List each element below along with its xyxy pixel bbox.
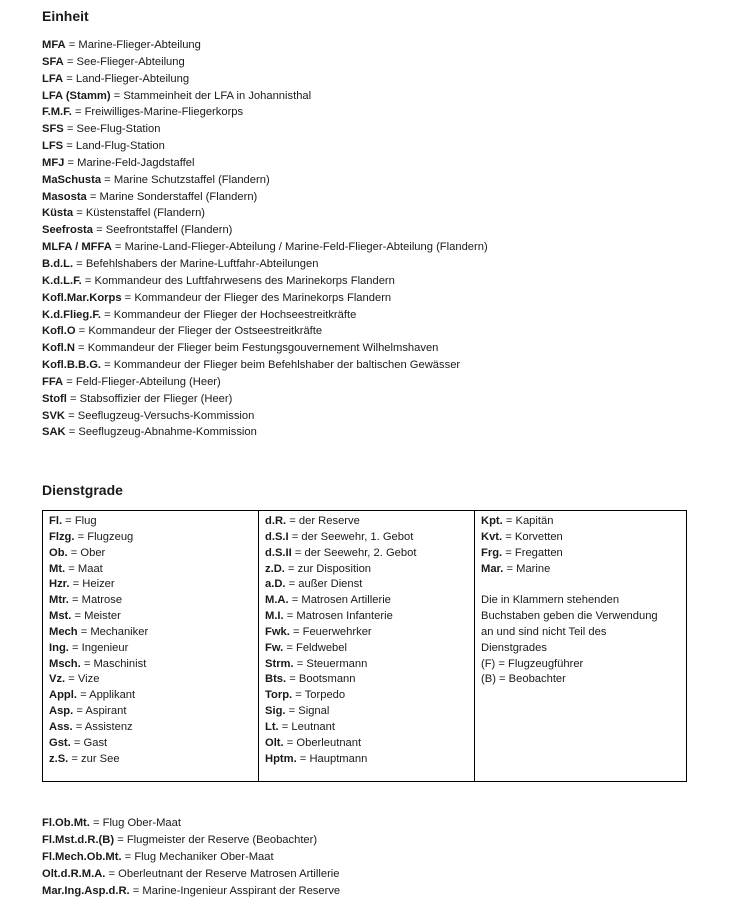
abbreviation-meaning: Marine Sonderstaffel (Flandern) [99,190,258,203]
abbreviation-meaning: Kommandeur der Flieger beim Festungsgouvernement Wilhelmshaven [87,342,439,355]
abbreviation: M.A. [265,594,289,607]
abbreviation-meaning: Feldwebel [295,641,347,654]
equals-separator: = [283,641,296,654]
equals-separator: = [285,578,299,591]
abbreviation-entry [49,546,252,562]
abbreviation-meaning: Marine-Feld-Jagdstaffel [77,156,195,169]
abbreviation: Msch. [49,657,81,670]
abbreviation-meaning: Leutnant [291,720,335,733]
abbreviation: M.I. [265,610,284,623]
abbreviation-entry [42,121,488,138]
abbreviation: MFJ [42,156,65,169]
abbreviation-entry [49,672,252,688]
table-cell-column-3 [475,511,687,782]
abbreviation-meaning: Torpedo [304,689,346,702]
equals-separator: = [63,55,77,68]
abbreviation-entry [49,593,252,609]
rank-list-column-2 [265,514,468,768]
abbreviation: Fl.Mst.d.R.(B) [42,834,115,847]
abbreviation: SFS [42,123,64,136]
abbreviation-entry [265,530,468,546]
equals-separator: = [73,705,86,718]
abbreviation-entry [49,641,252,657]
abbreviation-meaning: Oberleutnant [296,736,362,749]
abbreviation: Masosta [42,190,87,203]
abbreviation-entry [42,424,488,441]
section-heading-dienstgrade: Dienstgrade [42,482,123,498]
table-cell-column-1 [43,511,259,782]
abbreviation-entry [42,172,488,189]
abbreviation-meaning: Gast [83,736,108,749]
equals-separator: = [101,173,114,186]
equals-separator: = [111,241,125,254]
abbreviation-meaning: Marine [516,562,551,575]
abbreviation: LFS [42,140,64,153]
abbreviation-meaning: Kommandeur der Flieger der Ostseestreitkräfte [88,325,323,338]
equals-separator: = [63,72,76,85]
equals-separator: = [63,123,77,136]
equals-separator: = [71,610,85,623]
abbreviation: z.D. [265,562,285,575]
abbreviation-meaning: Heizer [82,578,115,591]
abbreviation: Kofl.B.B.G. [42,359,102,372]
table-cell-column-2 [259,511,475,782]
abbreviation-entry [49,752,252,768]
abbreviation-entry [265,720,468,736]
abbreviation-entry [49,625,252,641]
equals-separator: = [283,736,297,749]
equals-separator: = [110,89,124,102]
equals-separator: = [65,39,79,51]
abbreviation-meaning: Flug [74,515,97,527]
abbreviation-entry [42,290,488,307]
equals-separator: = [289,625,303,638]
rank-list-column-1 [49,514,252,768]
abbreviation-entry [265,736,468,752]
abbreviation: Mtr. [49,594,69,607]
abbreviation-entry [49,562,252,578]
abbreviation-entry [49,688,252,704]
abbreviation-meaning: Maat [77,562,103,575]
abbreviation: Strm. [265,657,294,670]
abbreviation-entry [42,88,488,105]
abbreviation-meaning: Flug Ober-Maat [102,817,181,829]
equals-separator: = [63,375,76,388]
abbreviation-entry [42,138,488,155]
abbreviation-entry [265,752,468,768]
abbreviation-entry [42,883,340,900]
abbreviation-entry [42,205,488,222]
abbreviation-entry [42,273,488,290]
abbreviation: Mst. [49,610,72,623]
abbreviation: Ass. [49,720,73,733]
abbreviation-entry [42,256,488,273]
abbreviation-meaning: zur Disposition [297,562,372,575]
note-line: (B) = Beobachter [481,673,566,686]
equals-separator: = [67,546,81,559]
abbreviation-entry [42,37,488,54]
abbreviation: Asp. [49,705,74,718]
abbreviation: Hzr. [49,578,70,591]
abbreviation-meaning: Vize [77,673,100,686]
abbreviation: Mar.Ing.Asp.d.R. [42,885,130,898]
abbreviation: SAK [42,426,66,439]
abbreviation-meaning: Kommandeur des Luftfahrwesens des Marinekorps Flandern [94,274,395,287]
abbreviation-meaning: Seefrontstaffel (Flandern) [105,224,233,237]
abbreviation-entry [42,832,340,849]
equals-separator: = [101,308,114,321]
equals-separator: = [288,594,302,607]
equals-separator: = [70,736,84,749]
abbreviation-meaning: See-Flug-Station [76,123,161,136]
abbreviation-meaning: Ober [80,546,106,559]
abbreviation-meaning: Meister [84,610,121,623]
abbreviation-meaning: Land-Flieger-Abteilung [75,72,190,85]
equals-separator: = [81,274,95,287]
abbreviation: MLFA / MFFA [42,241,112,254]
abbreviation-entry [49,704,252,720]
equals-separator: = [296,752,310,765]
abbreviation: Fl.Mech.Ob.Mt. [42,851,122,864]
equals-separator: = [502,530,515,543]
equals-separator: = [114,834,127,847]
abbreviation: K.d.L.F. [42,274,82,287]
abbreviation-entry [49,657,252,673]
abbreviation-entry [265,609,468,625]
abbreviation: Hptm. [265,752,297,765]
abbreviation: MFA [42,39,66,51]
equals-separator: = [86,190,100,203]
abbreviation-entry [49,720,252,736]
abbreviation-entry [42,239,488,256]
equals-separator: = [286,515,299,527]
equals-separator: = [293,657,307,670]
abbreviation: MaSchusta [42,173,102,186]
equals-separator: = [74,342,88,355]
equals-separator: = [68,594,82,607]
abbreviation: B.d.L. [42,257,74,270]
equals-separator: = [286,673,299,686]
abbreviation-entry [265,672,468,688]
abbreviation-meaning: Flug Mechaniker Ober-Maat [134,851,274,864]
abbreviation: Mar. [481,562,504,575]
equals-separator: = [503,562,517,575]
abbreviation-entry [42,189,488,206]
abbreviation-meaning: Matrosen Infanterie [296,610,393,623]
abbreviation-meaning: Kapitän [515,515,554,527]
abbreviation: Kofl.O [42,325,76,338]
equals-separator: = [73,207,86,220]
equals-separator: = [65,426,79,439]
note-line: Die in Klammern stehenden [481,594,620,607]
abbreviation-meaning: Signal [298,705,330,718]
abbreviation-entry [265,514,468,530]
abbreviation-meaning: Kommandeur der Flieger beim Befehlshaber der baltischen Gewässer [113,359,461,372]
abbreviation-meaning: Aspirant [85,705,127,718]
equals-separator: = [502,515,516,527]
abbreviation-meaning: Matrosen Artillerie [301,594,391,607]
abbreviation: K.d.Flieg.F. [42,308,102,321]
abbreviation: Stofl [42,392,67,405]
abbreviation-entry [42,104,488,121]
equals-separator: = [66,392,80,405]
equals-separator: = [283,610,297,623]
equals-separator: = [502,546,515,559]
equals-separator: = [93,224,106,237]
abbreviation-entry [49,609,252,625]
abbreviation: Fw. [265,641,284,654]
abbreviation-meaning: Kommandeur der Flieger der Hochseestreitkräfte [113,308,357,321]
abbreviation-meaning: zur See [81,752,120,765]
equals-separator: = [68,752,82,765]
abbreviation-meaning: Steuermann [306,657,368,670]
abbreviation-entry [42,408,488,425]
abbreviation-meaning: Seeflugzeug-Abnahme-Kommission [78,426,257,439]
equals-separator: = [80,657,94,670]
abbreviation: Olt.d.R.M.A. [42,868,106,881]
abbreviation: d.S.II [265,546,292,559]
abbreviation: Kofl.Mar.Korps [42,291,122,304]
abbreviation: Lt. [265,720,279,733]
equals-separator: = [62,515,75,527]
abbreviation-entry [265,546,468,562]
abbreviation-meaning: Stammeinheit der LFA in Johannisthal [123,89,312,102]
abbreviation-meaning: Land-Flug-Station [75,140,165,153]
abbreviation-meaning: Oberleutnant der Reserve Matrosen Artillerie [118,868,340,881]
equals-separator: = [89,817,103,829]
abbreviation-meaning: Seeflugzeug-Versuchs-Kommission [77,409,255,422]
abbreviation-meaning: Assistenz [84,720,133,733]
abbreviation-entry [265,657,468,673]
abbreviation-meaning: Marine Schutzstaffel (Flandern) [113,173,270,186]
equals-separator: = [291,546,305,559]
equals-separator: = [73,257,86,270]
abbreviation-entry [481,514,680,530]
abbreviation: Mt. [49,562,66,575]
abbreviation-entry [265,577,468,593]
abbreviation: LFA (Stamm) [42,89,111,102]
abbreviation: Küsta [42,207,74,220]
abbreviation-entry [42,222,488,239]
abbreviation-meaning: Freiwilliges-Marine-Fliegerkorps [84,106,244,119]
abbreviation: F.M.F. [42,106,72,119]
abbreviation-entry [49,736,252,752]
equals-separator: = [65,673,78,686]
note-line: Buchstaben geben die Verwendung [481,610,658,623]
equals-separator: = [292,689,305,702]
rank-list-column-3 [481,514,680,577]
abbreviation-entry [42,391,488,408]
note-line: an und sind nicht Teil des [481,625,607,638]
dienstgrade-table [42,510,687,782]
einheit-list [42,37,488,441]
abbreviation: FFA [42,375,64,388]
abbreviation: Gst. [49,736,71,749]
abbreviation-meaning: der Seewehr, 1. Gebot [301,530,414,543]
abbreviation-meaning: der Reserve [298,515,360,527]
abbreviation-meaning: Ingenieur [81,641,129,654]
abbreviation-meaning: Stabsoffizier der Flieger (Heer) [79,392,233,405]
abbreviation: d.R. [265,515,287,527]
table-row [43,511,687,782]
abbreviation-meaning: Kommandeur der Flieger des Marinekorps Flandern [134,291,392,304]
abbreviation-entry [49,530,252,546]
equals-separator: = [285,705,299,718]
abbreviation: Mech [49,625,78,638]
abbreviation-meaning: Hauptmann [309,752,368,765]
abbreviation-entry [265,625,468,641]
usage-note [481,593,680,688]
abbreviation-meaning: Flugmeister der Reserve (Beobachter) [126,834,318,847]
abbreviation: z.S. [49,752,69,765]
note-line: Dienstgrades [481,641,547,654]
abbreviation: Bts. [265,673,287,686]
abbreviation-entry [481,546,680,562]
equals-separator: = [71,106,85,119]
abbreviation: Torp. [265,689,293,702]
equals-separator: = [69,578,83,591]
abbreviation: Frg. [481,546,503,559]
equals-separator: = [105,868,119,881]
equals-separator: = [65,409,78,422]
equals-separator: = [129,885,143,898]
abbreviation-meaning: Matrose [81,594,123,607]
equals-separator: = [121,851,135,864]
abbreviation-meaning: Fregatten [514,546,563,559]
abbreviation-meaning: Feld-Flieger-Abteilung (Heer) [75,375,221,388]
equals-separator: = [76,689,90,702]
equals-separator: = [288,530,302,543]
abbreviation-entry [42,155,488,172]
abbreviation-entry [265,704,468,720]
equals-separator: = [77,625,91,638]
abbreviation-meaning: außer Dienst [298,578,363,591]
abbreviation-meaning: Korvetten [514,530,563,543]
abbreviation: Ing. [49,641,69,654]
note-line: (F) = Flugzeugführer [481,657,584,670]
equals-separator: = [68,641,82,654]
abbreviation-meaning: Flugzeug [87,530,134,543]
equals-separator: = [284,562,298,575]
abbreviation-meaning: der Seewehr, 2. Gebot [304,546,417,559]
abbreviation-entry [42,357,488,374]
equals-separator: = [101,359,114,372]
abbreviation-entry [265,688,468,704]
abbreviation-entry [42,307,488,324]
abbreviation-entry [265,593,468,609]
combination-examples-list [42,815,340,900]
abbreviation: Vz. [49,673,66,686]
abbreviation: LFA [42,72,64,85]
abbreviation: d.S.I [265,530,289,543]
abbreviation-meaning: Küstenstaffel (Flandern) [85,207,206,220]
abbreviation-meaning: Marine-Ingenieur Asspirant der Reserve [142,885,341,898]
equals-separator: = [75,325,89,338]
abbreviation-entry [42,866,340,883]
abbreviation: a.D. [265,578,286,591]
abbreviation-entry [49,514,252,530]
abbreviation-entry [481,530,680,546]
abbreviation-entry [42,54,488,71]
abbreviation-meaning: Maschinist [93,657,147,670]
abbreviation-entry [42,340,488,357]
abbreviation-meaning: Bootsmann [298,673,356,686]
abbreviation-meaning: Marine-Land-Flieger-Abteilung / Marine-Feld-Flieger-Abteilung (Flandern) [124,241,488,254]
abbreviation: Seefrosta [42,224,93,237]
abbreviation-entry [42,374,488,391]
abbreviation-entry [42,323,488,340]
equals-separator: = [63,140,76,153]
equals-separator: = [65,562,78,575]
abbreviation: Sig. [265,705,286,718]
abbreviation-meaning: Mechaniker [90,625,149,638]
abbreviation: Fl.Ob.Mt. [42,817,90,829]
abbreviation: Ob. [49,546,68,559]
abbreviation: Kofl.N [42,342,75,355]
abbreviation-meaning: Applikant [89,689,136,702]
abbreviation: Appl. [49,689,77,702]
equals-separator: = [278,720,292,733]
abbreviation-entry [42,815,340,832]
abbreviation-meaning: Feuerwehrker [302,625,372,638]
abbreviation: Kvt. [481,530,503,543]
equals-separator: = [72,720,85,733]
abbreviation: Kpt. [481,515,503,527]
abbreviation: Fl. [49,515,63,527]
abbreviation: SFA [42,55,64,68]
abbreviation: Flzg. [49,530,75,543]
abbreviation-meaning: Marine-Flieger-Abteilung [78,39,201,51]
abbreviation-entry [481,562,680,578]
abbreviation-meaning: Befehlshabers der Marine-Luftfahr-Abteilungen [85,257,319,270]
abbreviation: Olt. [265,736,284,749]
abbreviation: Fwk. [265,625,290,638]
abbreviation: SVK [42,409,66,422]
abbreviation-entry [265,641,468,657]
abbreviation-entry [265,562,468,578]
section-heading-einheit: Einheit [42,8,89,24]
abbreviation-meaning: See-Flieger-Abteilung [76,55,185,68]
abbreviation-entry [42,849,340,866]
abbreviation-entry [49,577,252,593]
equals-separator: = [121,291,135,304]
abbreviation-entry [42,71,488,88]
equals-separator: = [64,156,78,169]
equals-separator: = [74,530,88,543]
